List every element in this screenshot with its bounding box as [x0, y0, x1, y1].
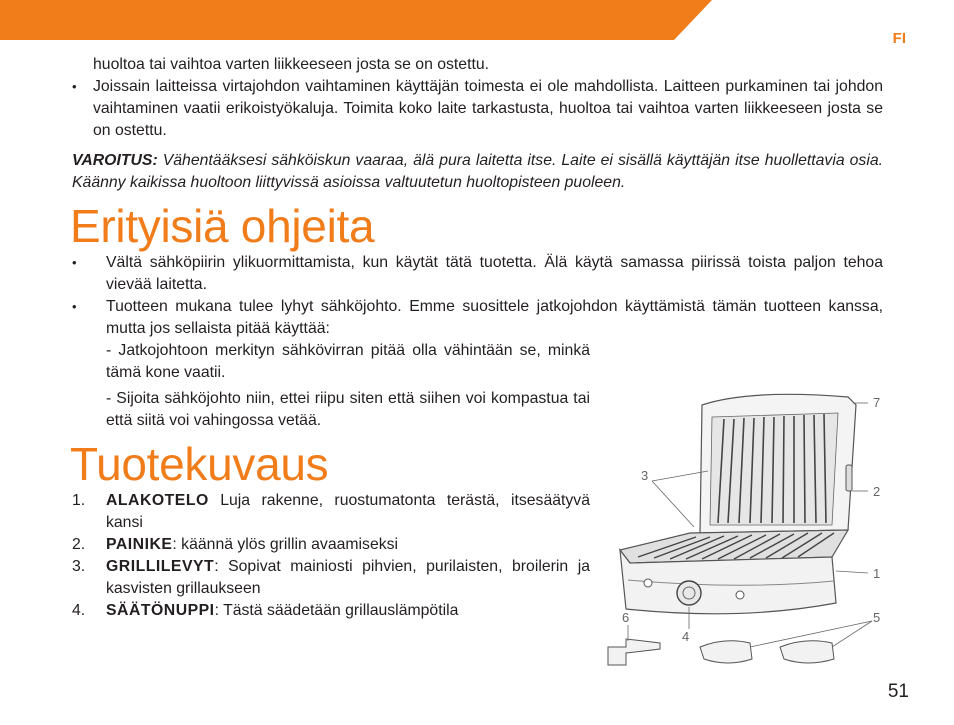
warning-paragraph [72, 150, 883, 194]
warning-label: VAROITUS: [72, 152, 158, 169]
callout-label: 2 [873, 484, 881, 499]
part-number: 1. [72, 492, 86, 509]
part-item [72, 556, 590, 600]
page-number: 51 [887, 681, 909, 702]
part-desc: : käännä ylös grillin avaamiseksi [172, 536, 399, 553]
special-bullet: • Tuotteen mukana tulee lyhyt sähköjohto. Emme suosittele jatkojohdon käyttämistä tämän tuotteen kanssa, mutta jos sellaista pitää käyttää: [72, 296, 883, 340]
special-bullet: • Vältä sähköpiirin ylikuormittamista, kun käytät tätä tuotetta. Älä käytä samassa piirissä toista paljon tehoa vievää laitetta. [72, 252, 883, 296]
intro-bullet: • Joissain laitteissa virtajohdon vaihtaminen käyttäjän toimesta ei ole mahdollista. Laitteen purkaminen tai johdon vaihtaminen vaatii erikoistyökaluja. Toimita koko laite tarkastusta, huoltoa tai vaihtoa varten liikkeeseen josta se on ostettu. [72, 76, 883, 142]
extension-note: - Sijoita sähköjohto niin, ettei riipu siten että siihen voi kompastua tai että siitä voi vahingossa vetää. [106, 390, 590, 429]
drip-tray [780, 641, 834, 663]
continued-text: huoltoa tai vaihtoa varten liikkeeseen josta se on ostettu. [93, 56, 490, 73]
language-code: FI [892, 30, 906, 47]
callout-label: 5 [873, 610, 881, 625]
callout-label: 6 [622, 610, 630, 625]
part-number: 3. [72, 558, 86, 575]
intro-bullets [72, 76, 883, 142]
part-name: SÄÄTÖNUPPI [106, 602, 215, 619]
part-desc: Luja rakenne, ruostumatonta terästä, itsesäätyvä kansi [106, 492, 590, 531]
warning-text: Vähentääksesi sähköiskun vaaraa, älä pura laitetta itse. Laite ei sisällä käyttäjän itse huollettavia osia. Käänny kaikissa huoltoon liittyvissä asioissa valtuutetun huoltopisteen puoleen. [72, 152, 883, 191]
scraper-tool [608, 639, 660, 665]
part-number: 2. [72, 536, 86, 553]
part-desc: : Sopivat mainiosti pihvien, purilaisten, broilerin ja kasvisten grillaukseen [106, 558, 590, 597]
part-number: 4. [72, 602, 86, 619]
callout-label: 1 [873, 566, 881, 581]
control-knob [677, 581, 701, 605]
drip-tray [700, 641, 752, 663]
header-accent-bar [0, 0, 954, 40]
part-name: ALAKOTELO [106, 492, 209, 509]
part-name: PAINIKE [106, 536, 173, 553]
indicator-light [644, 579, 652, 587]
callout-label: 7 [873, 395, 881, 410]
lid-button [846, 465, 852, 491]
part-name: GRILLILEVYT [106, 558, 215, 575]
callout-label: 4 [682, 629, 690, 644]
indicator-light [736, 591, 744, 599]
part-item [72, 490, 590, 534]
special-bullets [72, 252, 883, 340]
product-title: Tuotekuvaus [70, 438, 329, 490]
special-title: Erityisiä ohjeita [70, 200, 375, 252]
callout-label: 3 [641, 468, 649, 483]
extension-note: - Jatkojohtoon merkityn sähkövirran pitää olla vähintään se, minkä tämä kone vaatii. [106, 342, 590, 381]
part-item [72, 600, 590, 622]
part-desc: : Tästä säädetään grillauslämpötila [214, 602, 459, 619]
part-item [72, 534, 590, 556]
grill-illustration [600, 385, 900, 685]
parts-list [72, 490, 590, 622]
